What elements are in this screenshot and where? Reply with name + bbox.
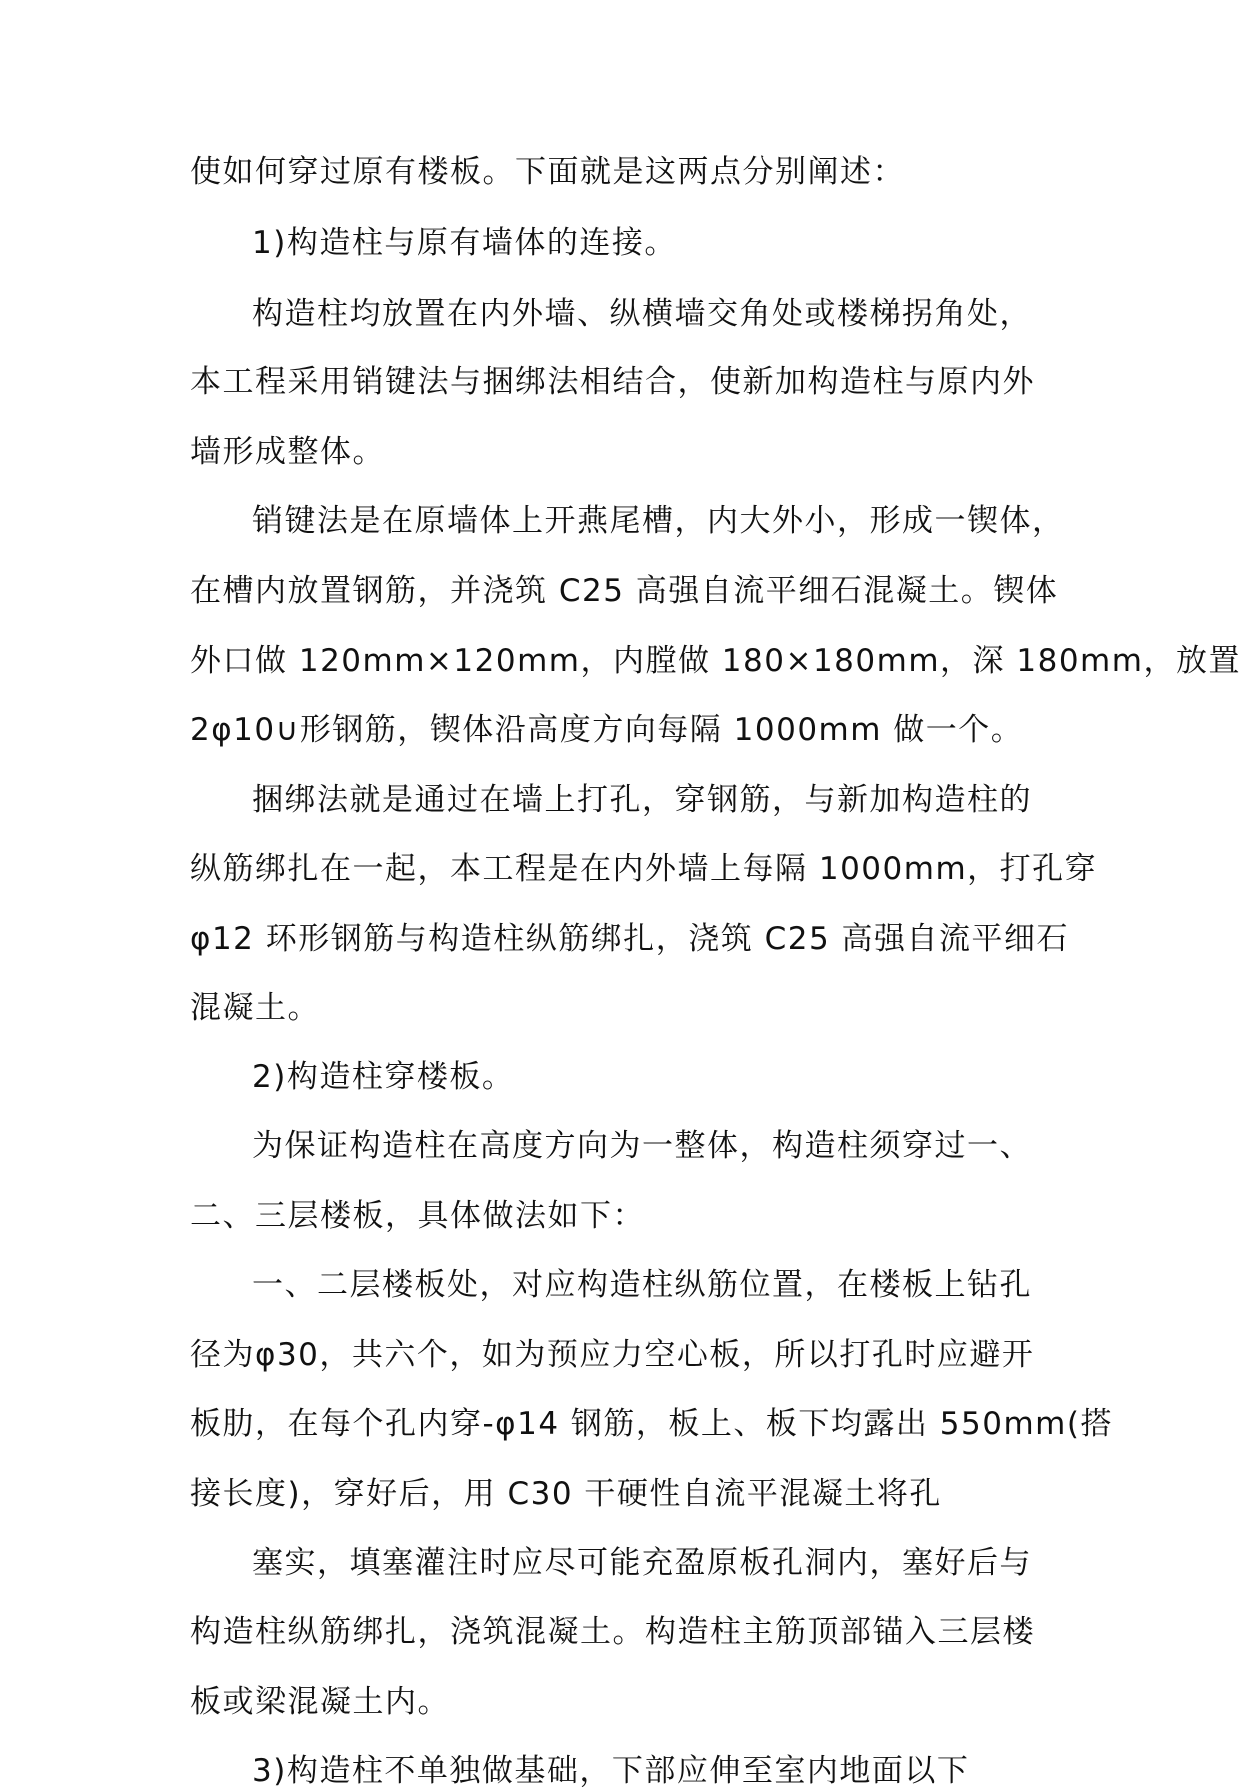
paragraph-line: 混凝土。 — [190, 990, 320, 1026]
paragraph-line: 接长度)，穿好后，用 C30 干硬性自流平混凝土将孔 — [190, 1476, 942, 1512]
paragraph-line: 2φ10∪形钢筋，锲体沿高度方向每隔 1000mm 做一个。 — [190, 712, 1024, 748]
paragraph-line: 捆绑法就是通过在墙上打孔，穿钢筋，与新加构造柱的 — [252, 782, 1032, 818]
paragraph-line: 构造柱纵筋绑扎，浇筑混凝土。构造柱主筋顶部锚入三层楼 — [190, 1614, 1035, 1650]
paragraph-line: 二、三层楼板，具体做法如下： — [190, 1198, 645, 1234]
paragraph-line: 为保证构造柱在高度方向为一整体，构造柱须穿过一、 — [252, 1128, 1032, 1164]
paragraph-line: 板或梁混凝土内。 — [190, 1684, 450, 1720]
paragraph-line: 板肋，在每个孔内穿-φ14 钢筋，板上、板下均露出 550mm(搭 — [190, 1406, 1113, 1442]
section-heading-2: 2)构造柱穿楼板。 — [252, 1059, 515, 1095]
paragraph-line: 本工程采用销键法与捆绑法相结合，使新加构造柱与原内外 — [190, 364, 1035, 400]
section-heading-1: 1)构造柱与原有墙体的连接。 — [252, 225, 677, 261]
section-heading-3: 3)构造柱不单独做基础，下部应伸至室内地面以下 — [252, 1753, 970, 1789]
paragraph-line: 径为φ30，共六个，如为预应力空心板，所以打孔时应避开 — [190, 1337, 1035, 1373]
paragraph-line: 在槽内放置钢筋，并浇筑 C25 高强自流平细石混凝土。锲体 — [190, 573, 1059, 609]
paragraph-line: 外口做 120mm×120mm，内膛做 180×180mm，深 180mm，放置 — [190, 643, 1241, 679]
paragraph-line: 构造柱均放置在内外墙、纵横墙交角处或楼梯拐角处， — [252, 296, 1032, 332]
paragraph-line: 一、二层楼板处，对应构造柱纵筋位置，在楼板上钻孔 — [252, 1267, 1032, 1303]
paragraph-line: 塞实，填塞灌注时应尽可能充盈原板孔洞内，塞好后与 — [252, 1545, 1032, 1581]
paragraph-line: φ12 环形钢筋与构造柱纵筋绑扎，浇筑 C25 高强自流平细石 — [190, 921, 1070, 957]
paragraph-line: 墙形成整体。 — [190, 434, 385, 470]
paragraph-line: 纵筋绑扎在一起，本工程是在内外墙上每隔 1000mm，打孔穿 — [190, 851, 1098, 887]
paragraph-line: 销键法是在原墙体上开燕尾槽，内大外小，形成一锲体， — [252, 503, 1065, 539]
text-line: 使如何穿过原有楼板。下面就是这两点分别阐述： — [190, 154, 905, 190]
